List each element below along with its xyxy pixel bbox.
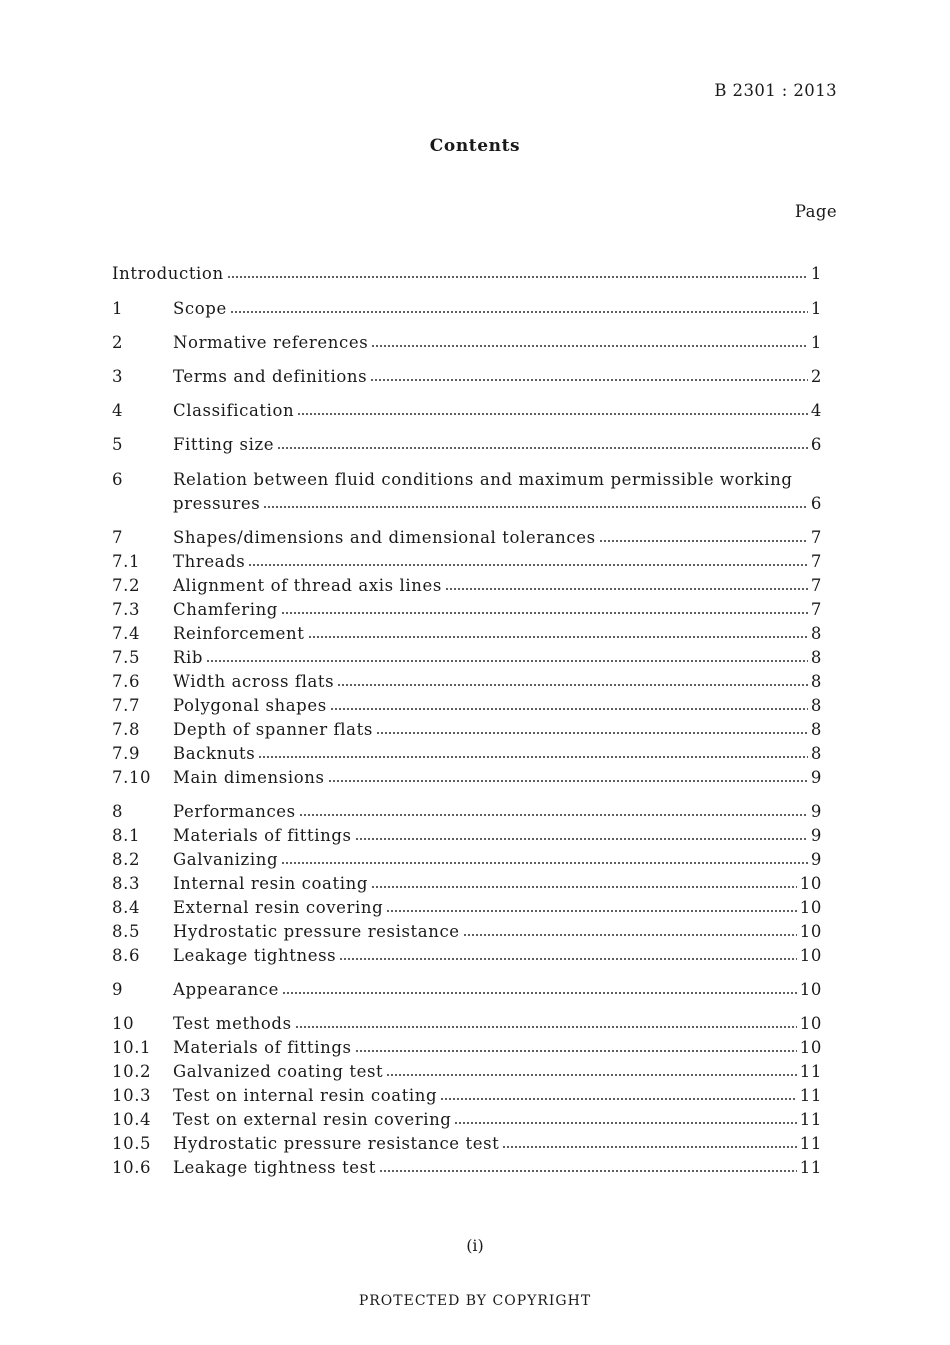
toc-entry-9[interactable] (112, 978, 822, 1002)
toc-section-number: 7.3 (112, 600, 141, 619)
dot-leader (355, 1049, 797, 1053)
toc-entry-10-3[interactable] (112, 1084, 822, 1108)
toc-entry-7-5[interactable] (112, 646, 822, 670)
toc-page-number: 7 (810, 552, 822, 571)
toc-section-number: 10.4 (112, 1110, 152, 1129)
dot-leader (227, 275, 808, 279)
toc-section-number: 3 (112, 367, 124, 386)
toc-title: Leakage tightness (173, 946, 337, 965)
toc-section-number: 5 (112, 435, 124, 454)
toc-section-number: 10.6 (112, 1158, 152, 1177)
toc-entry-10-4[interactable] (112, 1108, 822, 1132)
dot-leader (299, 813, 808, 817)
toc-section-number: 7.2 (112, 576, 141, 595)
page-column-label: Page (794, 202, 837, 221)
toc-entry-10-6[interactable] (112, 1156, 822, 1180)
toc-page-number: 2 (810, 367, 822, 386)
toc-page-number: 10 (799, 980, 822, 999)
toc-section-number: 10.5 (112, 1134, 152, 1153)
toc-section-number: 8.3 (112, 874, 141, 893)
toc-title: Main dimensions (173, 768, 325, 787)
dot-leader (281, 611, 808, 615)
toc-entry-3[interactable] (112, 365, 822, 389)
dot-leader (230, 310, 808, 314)
dot-leader (463, 933, 797, 937)
dot-leader (258, 755, 808, 759)
dot-leader (386, 1073, 797, 1077)
toc-section-number: 7.8 (112, 720, 141, 739)
toc-entry-8[interactable] (112, 800, 822, 824)
toc-section-number: 4 (112, 401, 124, 420)
toc-section-number: 6 (112, 470, 124, 489)
toc-section-number: 1 (112, 299, 124, 318)
toc-page-number: 7 (810, 576, 822, 595)
dot-leader (355, 837, 808, 841)
toc-page-number: 10 (799, 922, 822, 941)
toc-title: Appearance (173, 980, 279, 999)
toc-entry-7-1[interactable] (112, 550, 822, 574)
toc-page-number: 7 (810, 528, 822, 547)
dot-leader (206, 659, 808, 663)
toc-title: Normative references (173, 333, 369, 352)
toc-entry-introduction[interactable] (112, 262, 822, 286)
toc-title: Hydrostatic pressure resistance (173, 922, 460, 941)
toc-page-number: 1 (810, 264, 822, 283)
dot-leader (248, 563, 808, 567)
toc-entry-10-1[interactable] (112, 1036, 822, 1060)
copyright-notice: PROTECTED BY COPYRIGHT (358, 1293, 592, 1309)
toc-page-number: 1 (810, 299, 822, 318)
toc-section-number: 9 (112, 980, 124, 999)
toc-page-number: 8 (810, 648, 822, 667)
dot-leader (281, 861, 808, 865)
dot-leader (445, 587, 808, 591)
toc-title: Polygonal shapes (173, 696, 327, 715)
toc-entry-6[interactable] (112, 468, 822, 516)
toc-title: Depth of spanner flats (173, 720, 373, 739)
dot-leader (599, 539, 808, 543)
dot-leader (339, 957, 797, 961)
toc-section-number: 10.1 (112, 1038, 152, 1057)
toc-title: Materials of fittings (173, 1038, 352, 1057)
toc-entry-10-5[interactable] (112, 1132, 822, 1156)
toc-section-number: 7.10 (112, 768, 152, 787)
toc-entry-10-2[interactable] (112, 1060, 822, 1084)
toc-title: Galvanizing (173, 850, 279, 869)
toc-entry-10[interactable] (112, 1012, 822, 1036)
toc-section-number: 7.4 (112, 624, 141, 643)
dot-leader (371, 344, 808, 348)
toc-section-number: 8.2 (112, 850, 141, 869)
dot-leader (371, 885, 797, 889)
toc-page-number: 9 (810, 802, 822, 821)
toc-section-number: 7.5 (112, 648, 141, 667)
toc-section-number: 10 (112, 1014, 135, 1033)
dot-leader (308, 635, 808, 639)
toc-page-number: 8 (810, 696, 822, 715)
toc-page-number: 11 (799, 1086, 822, 1105)
toc-section-number: 10.3 (112, 1086, 152, 1105)
toc-entry-2[interactable] (112, 331, 822, 355)
toc-entry-4[interactable] (112, 399, 822, 423)
toc-section-number: 7.9 (112, 744, 141, 763)
dot-leader (282, 991, 797, 995)
dot-leader (376, 731, 808, 735)
toc-entry-7-2[interactable] (112, 574, 822, 598)
toc-title: Rib (173, 648, 204, 667)
standard-number: B 2301 : 2013 (714, 81, 837, 100)
toc-title: Width across flats (173, 672, 335, 691)
toc-page-number: 8 (810, 720, 822, 739)
toc-page-number: 11 (799, 1110, 822, 1129)
dot-leader (370, 378, 808, 382)
toc-entry-8-4[interactable] (112, 896, 822, 920)
toc-entry-7-6[interactable] (112, 670, 822, 694)
toc-page-number: 8 (810, 744, 822, 763)
toc-page-number: 7 (810, 600, 822, 619)
toc-page-number: 9 (810, 768, 822, 787)
toc-page-number: 6 (810, 494, 822, 513)
toc-page-number: 9 (810, 826, 822, 845)
toc-section-number: 2 (112, 333, 124, 352)
dot-leader (263, 505, 808, 509)
toc-section-number: 8.5 (112, 922, 141, 941)
toc-entry-7-9[interactable] (112, 742, 822, 766)
toc-title: Test methods (173, 1014, 292, 1033)
toc-page-number: 6 (810, 435, 822, 454)
toc-title: Shapes/dimensions and dimensional tolerances (173, 528, 596, 547)
toc-page-number: 10 (799, 874, 822, 893)
toc-page-number: 9 (810, 850, 822, 869)
toc-title: Backnuts (173, 744, 256, 763)
dot-leader (502, 1145, 796, 1149)
toc-entry-7-8[interactable] (112, 718, 822, 742)
toc-title: Internal resin coating (173, 874, 368, 893)
toc-page-number: 11 (799, 1062, 822, 1081)
toc-entry-7-10[interactable] (112, 766, 822, 790)
footer-page-number: (i) (466, 1236, 484, 1255)
dot-leader (386, 909, 796, 913)
toc-title: Reinforcement (173, 624, 305, 643)
toc-title: Leakage tightness test (173, 1158, 376, 1177)
dot-leader (337, 683, 808, 687)
toc-entry-1[interactable] (112, 297, 822, 321)
toc-entry-8-3[interactable] (112, 872, 822, 896)
toc-page-number: 10 (799, 1014, 822, 1033)
toc-page-number: 11 (799, 1134, 822, 1153)
dot-leader (330, 707, 808, 711)
toc-title: Performances (173, 802, 296, 821)
toc-section-number: 8.4 (112, 898, 141, 917)
toc-title: Galvanized coating test (173, 1062, 384, 1081)
toc-section-number: 7 (112, 528, 124, 547)
dot-leader (454, 1121, 796, 1125)
toc-section-number: 8.1 (112, 826, 141, 845)
toc-title: Materials of fittings (173, 826, 352, 845)
toc-title: External resin covering (173, 898, 384, 917)
toc-title: Hydrostatic pressure resistance test (173, 1134, 500, 1153)
toc-entry-7[interactable] (112, 526, 822, 550)
toc-title: pressures (173, 494, 261, 513)
toc-title: Fitting size (173, 435, 275, 454)
toc-page-number: 10 (799, 1038, 822, 1057)
dot-leader (379, 1169, 797, 1173)
toc-entry-7-3[interactable] (112, 598, 822, 622)
toc-page-number: 10 (799, 898, 822, 917)
dot-leader (440, 1097, 797, 1101)
toc-title: Test on internal resin coating (173, 1086, 438, 1105)
toc-title-line1: Relation between fluid conditions and maximum permissible working (173, 470, 793, 489)
page-title: Contents (429, 136, 521, 156)
toc-entry-5[interactable] (112, 433, 822, 457)
toc-section-number: 7.1 (112, 552, 141, 571)
dot-leader (328, 779, 808, 783)
dot-leader (297, 412, 808, 416)
toc-page-number: 10 (799, 946, 822, 965)
toc-title: Chamfering (173, 600, 278, 619)
toc-entry-8-2[interactable] (112, 848, 822, 872)
toc-page-number: 8 (810, 672, 822, 691)
toc-title: Classification (173, 401, 295, 420)
toc-title: Alignment of thread axis lines (173, 576, 442, 595)
toc-section-number: 10.2 (112, 1062, 152, 1081)
toc-section-number: 8 (112, 802, 124, 821)
toc-title: Introduction (112, 264, 224, 283)
toc-page-number: 4 (810, 401, 822, 420)
toc-title: Threads (173, 552, 246, 571)
toc-page-number: 1 (810, 333, 822, 352)
toc-entry-8-5[interactable] (112, 920, 822, 944)
toc-section-number: 8.6 (112, 946, 141, 965)
toc-page-number: 11 (799, 1158, 822, 1177)
toc-entry-7-7[interactable] (112, 694, 822, 718)
toc-title: Test on external resin covering (173, 1110, 452, 1129)
toc-page-number: 8 (810, 624, 822, 643)
dot-leader (295, 1025, 797, 1029)
toc-section-number: 7.7 (112, 696, 141, 715)
toc-entry-7-4[interactable] (112, 622, 822, 646)
toc-section-number: 7.6 (112, 672, 141, 691)
toc-title: Scope (173, 299, 227, 318)
toc-entry-8-6[interactable] (112, 944, 822, 968)
toc-title: Terms and definitions (173, 367, 368, 386)
dot-leader (277, 446, 808, 450)
toc-entry-8-1[interactable] (112, 824, 822, 848)
